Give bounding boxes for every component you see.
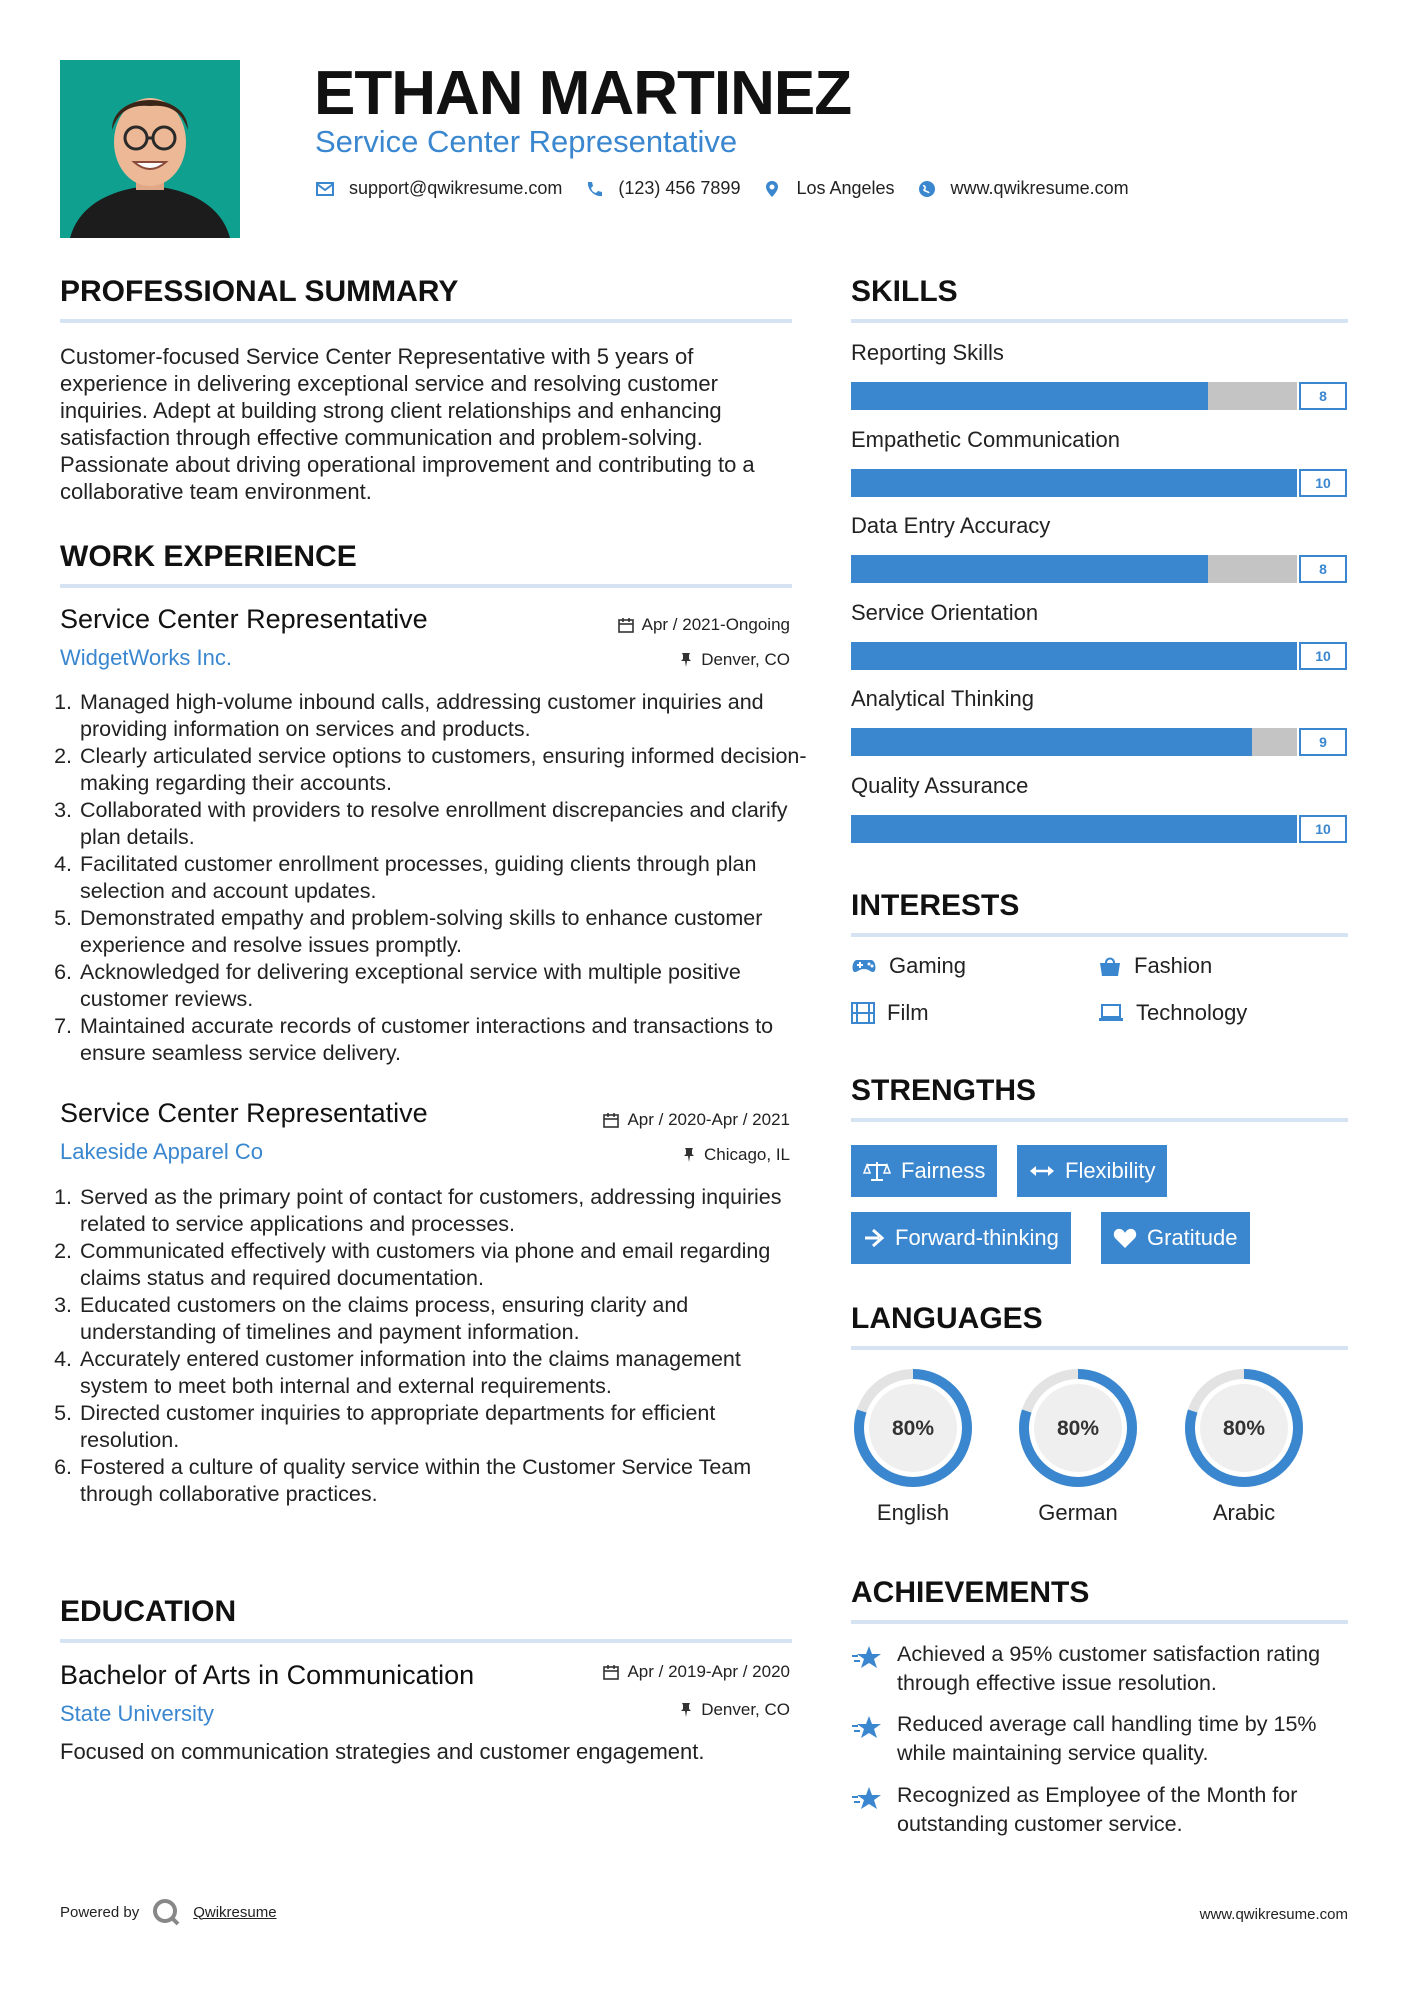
skill-label: Quality Assurance (851, 773, 1029, 798)
arrow-right-icon (863, 1228, 885, 1248)
education-school: State University (60, 1701, 215, 1726)
map-pin-icon (762, 179, 782, 199)
skill-rating-badge: 10 (1299, 815, 1347, 843)
achievement-text: Achieved a 95% customer satisfaction rating through effective issue resolution. (897, 1642, 1321, 1695)
strength-tag (851, 1145, 997, 1197)
divider (851, 319, 1348, 323)
interest-label: Technology (1136, 1000, 1248, 1025)
skill-bar-fill (851, 815, 1297, 843)
skill-rating-badge: 8 (1299, 555, 1347, 583)
skill-bar-track (851, 382, 1297, 410)
contact-location: Los Angeles (796, 178, 895, 198)
job-location (682, 1145, 790, 1165)
skill-bar-track (851, 642, 1297, 670)
job-dates (618, 615, 790, 635)
profile-photo (60, 60, 240, 238)
interest-label: Fashion (1134, 953, 1213, 978)
languages-heading: LANGUAGES (851, 1302, 1043, 1335)
skill-label: Empathetic Communication (851, 427, 1121, 452)
job-bullets (60, 1184, 808, 1508)
envelope-icon (315, 179, 335, 199)
contact-website[interactable]: www.qwikresume.com (950, 178, 1129, 198)
language-percent: 80% (891, 1417, 935, 1440)
skill-rating-badge: 10 (1299, 642, 1347, 670)
skill-bar-track (851, 555, 1297, 583)
list-item: 4. Facilitated customer enrollment processes, guiding clients through plan selection and account updates. (78, 851, 808, 905)
job-dates (603, 1110, 790, 1130)
skill-label: Data Entry Accuracy (851, 513, 1051, 538)
education-dates (603, 1662, 790, 1682)
job-position: Service Center Representative (60, 604, 428, 634)
divider (60, 319, 792, 323)
arrows-horizontal-icon (1029, 1164, 1055, 1178)
skill-bar-fill (851, 382, 1208, 410)
laptop-icon (1098, 1003, 1124, 1023)
gamepad-icon (851, 957, 877, 975)
strength-label: Flexibility (1065, 1158, 1156, 1183)
list-item: 6. Acknowledged for delivering exceptional service with multiple positive customer reviews. (78, 959, 808, 1013)
divider (851, 1118, 1348, 1122)
skill-label: Analytical Thinking (851, 686, 1035, 711)
list-item: 6. Fostered a culture of quality service within the Customer Service Team through collaborative practices. (78, 1454, 808, 1508)
skill-bar-fill (851, 728, 1252, 756)
education-degree: Bachelor of Arts in Communication (60, 1660, 475, 1690)
skill-bar-fill (851, 642, 1297, 670)
interests-heading: INTERESTS (851, 889, 1020, 922)
job-company: WidgetWorks Inc. (60, 645, 232, 670)
contact-bar (315, 178, 1151, 199)
footer-powered-by (60, 1897, 277, 1927)
strength-tag (1017, 1145, 1167, 1197)
language-percent: 80% (1056, 1417, 1100, 1440)
list-item: 2. Communicated effectively with customers via phone and email regarding claims status and required documentation. (78, 1238, 808, 1292)
skill-bar-track (851, 815, 1297, 843)
skills-heading: SKILLS (851, 275, 958, 308)
interest-item (1098, 953, 1212, 979)
candidate-title: Service Center Representative (315, 124, 738, 159)
achievement-item (851, 1710, 1351, 1768)
footer-brand-link[interactable]: Qwikresume (193, 1903, 277, 1921)
skill-bar-track (851, 728, 1297, 756)
candidate-name: ETHAN MARTINEZ (314, 59, 852, 128)
education-description: Focused on communication strategies and customer engagement. (60, 1739, 705, 1764)
globe-icon (917, 179, 937, 199)
language-ring (1016, 1366, 1136, 1495)
education-dates-text: Apr / 2019-Apr / 2020 (627, 1662, 790, 1681)
skill-rating-badge: 10 (1299, 469, 1347, 497)
education-heading: EDUCATION (60, 1595, 237, 1628)
star-award-icon (851, 1785, 883, 1813)
skill-label: Service Orientation (851, 600, 1039, 625)
interest-label: Film (887, 1000, 929, 1025)
summary-text: Customer-focused Service Center Representative with 5 years of experience in delivering exceptional service and resolving customer inquiries. Adept at building strong client relationships and enhancing satisfaction through effective communication and problem-solving. Passionate about driving operational improvement and contributing to a collaborative team environment. (60, 344, 755, 504)
skill-bar-fill (851, 469, 1297, 497)
balance-scale-icon (863, 1160, 891, 1182)
skill-bar-fill (851, 555, 1208, 583)
skill-bar-track (851, 469, 1297, 497)
list-item: 7. Maintained accurate records of customer interactions and transactions to ensure seamless service delivery. (78, 1013, 808, 1067)
list-item: 2. Clearly articulated service options to customers, ensuring informed decision-making regarding their accounts. (78, 743, 808, 797)
language-label: Arabic (1212, 1500, 1276, 1525)
divider (851, 1620, 1348, 1624)
star-award-icon (851, 1714, 883, 1742)
thumbtack-icon (679, 652, 693, 668)
qwikresume-logo-icon (151, 1897, 181, 1927)
shopping-bag-icon (1098, 955, 1122, 977)
skill-rating-badge: 9 (1299, 728, 1347, 756)
thumbtack-icon (682, 1147, 696, 1163)
job-location-text: Chicago, IL (704, 1145, 790, 1164)
calendar-icon (603, 1112, 619, 1128)
achievement-text: Reduced average call handling time by 15% while maintaining service quality. (897, 1712, 1317, 1765)
experience-heading: WORK EXPERIENCE (60, 540, 357, 573)
language-progress-ring (851, 1366, 975, 1490)
divider (60, 1639, 792, 1643)
strength-tag (851, 1212, 1071, 1264)
interest-item (1098, 1000, 1247, 1026)
language-progress-ring (1182, 1366, 1306, 1490)
job-dates-text: Apr / 2021-Ongoing (641, 615, 790, 634)
job-dates-text: Apr / 2020-Apr / 2021 (627, 1110, 790, 1129)
interest-item (851, 1000, 929, 1026)
achievement-item (851, 1640, 1351, 1698)
job-bullets (60, 689, 808, 1067)
skill-rating-badge: 8 (1299, 382, 1347, 410)
divider (851, 933, 1348, 937)
job-location-text: Denver, CO (701, 650, 790, 669)
list-item: 5. Demonstrated empathy and problem-solving skills to enhance customer experience and resolve issues promptly. (78, 905, 808, 959)
film-icon (851, 1002, 875, 1024)
list-item: 3. Collaborated with providers to resolve enrollment discrepancies and clarify plan details. (78, 797, 808, 851)
summary-heading: PROFESSIONAL SUMMARY (60, 275, 459, 308)
education-location (679, 1700, 790, 1720)
strength-label: Fairness (901, 1158, 986, 1183)
skill-label: Reporting Skills (851, 340, 1004, 365)
contact-email[interactable]: support@qwikresume.com (349, 178, 563, 198)
interest-item (851, 953, 966, 979)
powered-by-text: Powered by (60, 1903, 140, 1921)
achievement-text: Recognized as Employee of the Month for outstanding customer service. (897, 1783, 1298, 1836)
language-ring (1182, 1366, 1302, 1495)
list-item: 1. Served as the primary point of contact for customers, addressing inquiries related to service applications and processes. (78, 1184, 808, 1238)
list-item: 3. Educated customers on the claims process, ensuring clarity and understanding of timelines and payment information. (78, 1292, 808, 1346)
divider (60, 584, 792, 588)
language-percent: 80% (1222, 1417, 1266, 1440)
heart-icon (1113, 1227, 1137, 1249)
calendar-icon (603, 1664, 619, 1680)
language-label: English (876, 1500, 950, 1525)
contact-phone: (123) 456 7899 (618, 178, 741, 198)
job-position: Service Center Representative (60, 1098, 428, 1128)
achievement-item (851, 1781, 1351, 1839)
thumbtack-icon (679, 1702, 693, 1718)
divider (851, 1346, 1348, 1350)
footer-url[interactable]: www.qwikresume.com (1199, 1906, 1348, 1923)
job-company: Lakeside Apparel Co (60, 1139, 264, 1164)
job-location (679, 650, 790, 670)
strength-label: Gratitude (1147, 1225, 1238, 1250)
calendar-icon (618, 617, 634, 633)
list-item: 4. Accurately entered customer information into the claims management system to meet both internal and external requirements. (78, 1346, 808, 1400)
star-award-icon (851, 1644, 883, 1672)
avatar-illustration (60, 60, 240, 238)
achievements-heading: ACHIEVEMENTS (851, 1576, 1090, 1609)
interest-label: Gaming (889, 953, 967, 978)
education-location-text: Denver, CO (701, 1700, 790, 1719)
list-item: 5. Directed customer inquiries to appropriate departments for efficient resolution. (78, 1400, 808, 1454)
strengths-heading: STRENGTHS (851, 1074, 1037, 1107)
strength-label: Forward-thinking (895, 1225, 1059, 1250)
phone-icon (584, 179, 604, 199)
language-ring (851, 1366, 971, 1495)
language-label: German (1038, 1500, 1118, 1525)
list-item: 1. Managed high-volume inbound calls, addressing customer inquiries and providing information on services and products. (78, 689, 808, 743)
language-progress-ring (1016, 1366, 1140, 1490)
strength-tag (1101, 1212, 1250, 1264)
